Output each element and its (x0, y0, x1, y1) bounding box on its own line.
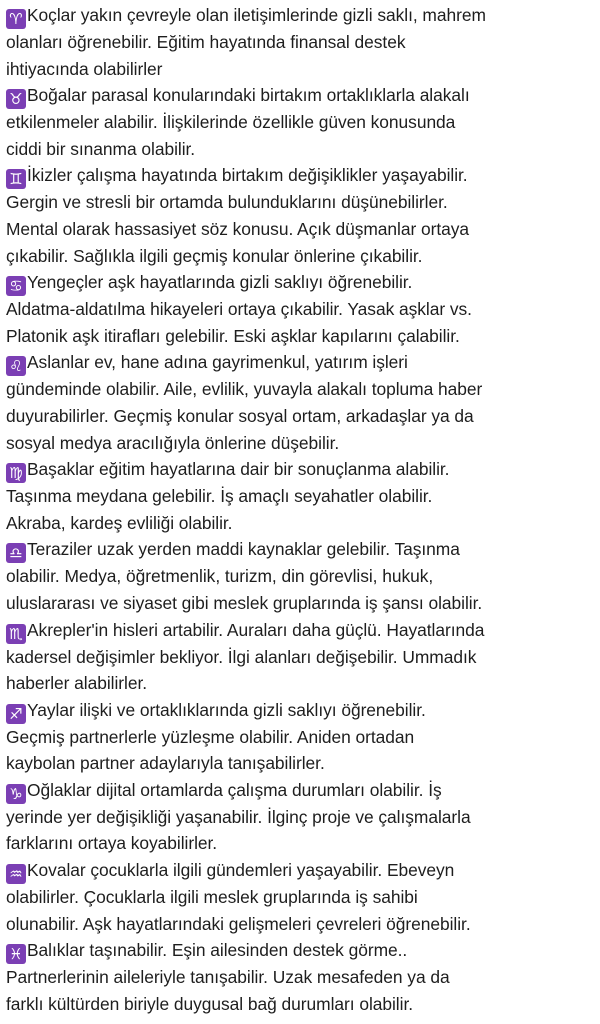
pisces-icon: ♓ (6, 944, 26, 964)
text-line (6, 82, 596, 109)
text-line (6, 162, 596, 189)
line-text: Başaklar eğitim hayatlarına dair bir sonuçlanma alabilir. (27, 459, 450, 480)
line-text: olanları öğrenebilir. Eğitim hayatında finansal destek (6, 32, 406, 52)
horoscope-paragraph (6, 697, 596, 777)
text-line (6, 216, 596, 243)
gemini-icon: ♊ (6, 169, 26, 189)
horoscope-paragraph (6, 456, 596, 536)
line-text: Koçlar yakın çevreyle olan iletişimlerinde gizli saklı, mahrem (27, 5, 486, 25)
aquarius-icon: ♒ (6, 864, 26, 884)
line-text: Geçmiş partnerlerle yüzleşme olabilir. Aniden ortadan (6, 726, 415, 747)
line-text: olunabilir. Aşk hayatlarındaki gelişmeleri çevreleri öğrenebilir. (6, 913, 471, 934)
horoscope-paragraph (6, 269, 596, 349)
text-line (6, 750, 596, 777)
text-line (6, 323, 596, 350)
line-text: Akrepler'in hisleri artabilir. Auraları daha güçlü. Hayatlarında (27, 619, 485, 640)
text-line (6, 483, 596, 510)
line-text: Aldatma-aldatılma hikayeleri ortaya çıkabilir. Yasak aşklar vs. (6, 299, 472, 320)
line-text: Akraba, kardeş evliliği olabilir. (6, 512, 233, 533)
line-text: çıkabilir. Sağlıkla ilgili geçmiş konular önlerine çıkabilir. (6, 245, 423, 266)
text-line (6, 644, 596, 671)
text-line (6, 724, 596, 751)
horoscope-paragraph (6, 536, 596, 616)
text-line (6, 430, 596, 457)
text-line (6, 269, 596, 296)
horoscope-paragraph (6, 857, 596, 937)
text-line (6, 884, 596, 911)
line-text: Teraziler uzak yerden maddi kaynaklar gelebilir. Taşınma (27, 539, 460, 560)
taurus-icon: ♉ (6, 89, 26, 109)
line-text: farklarını ortaya koyabilirler. (6, 833, 218, 854)
horoscope-paragraph (6, 349, 596, 456)
text-line (6, 536, 596, 563)
horoscope-paragraph (6, 2, 596, 82)
text-line (6, 56, 596, 83)
text-line (6, 136, 596, 163)
line-text: Kovalar çocuklarla ilgili gündemleri yaşayabilir. Ebeveyn (27, 860, 455, 881)
sagittarius-icon: ♐ (6, 704, 26, 724)
line-text: ihtiyacında olabilirler (6, 58, 163, 79)
line-text: uluslararası ve siyaset gibi meslek gruplarında iş şansı olabilir. (6, 592, 483, 613)
line-text: Oğlaklar dijital ortamlarda çalışma durumları olabilir. İş (27, 779, 442, 800)
line-text: Platonik aşk itirafları gelebilir. Eski aşklar kapılarını çalabilir. (6, 325, 460, 346)
line-text: kadersel değişimler bekliyor. İlgi alanları değişebilir. Ummadık (6, 646, 477, 667)
line-text: ciddi bir sınanma olabilir. (6, 138, 196, 159)
line-text: yerinde yer değişikliği yaşanabilir. İlginç proje ve çalışmalarla (6, 806, 471, 827)
text-line (6, 349, 596, 376)
line-text: İkizler çalışma hayatında birtakım değişiklikler yaşayabilir. (27, 165, 468, 186)
text-line (6, 804, 596, 831)
line-text: Balıklar taşınabilir. Eşin ailesinden destek görme.. (27, 940, 408, 961)
line-text: Taşınma meydana gelebilir. İş amaçlı seyahatler olabilir. (6, 486, 433, 507)
line-text: Gergin ve stresli bir ortamda bulunduklarını düşünebilirler. (6, 192, 448, 213)
text-line (6, 830, 596, 857)
line-text: Aslanlar ev, hane adına gayrimenkul, yatırım işleri (27, 352, 408, 373)
line-text: farklı kültürden biriyle duygusal bağ durumları olabilir. (6, 993, 414, 1014)
leo-icon: ♌ (6, 356, 26, 376)
text-line (6, 109, 596, 136)
horoscope-paragraph (6, 162, 596, 269)
text-line (6, 697, 596, 724)
text-line (6, 376, 596, 403)
line-text: Boğalar parasal konularındaki birtakım ortaklıklarla alakalı (27, 85, 470, 106)
aries-icon: ♈ (6, 9, 26, 29)
text-line (6, 617, 596, 644)
text-line (6, 296, 596, 323)
text-line (6, 510, 596, 537)
line-text: Yaylar ilişki ve ortaklıklarında gizli saklıyı öğrenebilir. (27, 699, 426, 720)
line-text: olabilir. Medya, öğretmenlik, turizm, din görevlisi, hukuk, (6, 566, 434, 587)
line-text: etkilenmeler alabilir. İlişkilerinde özellikle güven konusunda (6, 112, 456, 133)
horoscope-paragraph (6, 937, 596, 1017)
virgo-icon: ♍ (6, 463, 26, 483)
scorpio-icon: ♏ (6, 624, 26, 644)
line-text: sosyal medya aracılığıyla önlerine düşebilir. (6, 432, 340, 453)
line-text: gündeminde olabilir. Aile, evlilik, yuvayla alakalı topluma haber (6, 379, 483, 400)
text-line (6, 243, 596, 270)
text-line (6, 456, 596, 483)
horoscope-paragraph (6, 617, 596, 697)
text-line (6, 777, 596, 804)
horoscope-paragraph (6, 82, 596, 162)
text-line (6, 964, 596, 991)
horoscope-paragraph (6, 777, 596, 857)
text-line (6, 670, 596, 697)
line-text: kaybolan partner adaylarıyla tanışabilirler. (6, 753, 325, 774)
text-line (6, 563, 596, 590)
text-line (6, 403, 596, 430)
text-line (6, 590, 596, 617)
line-text: Mental olarak hassasiyet söz konusu. Açık düşmanlar ortaya (6, 218, 470, 239)
horoscope-document (6, 2, 596, 1017)
line-text: Partnerlerinin aileleriyle tanışabilir. Uzak mesafeden ya da (6, 967, 450, 988)
capricorn-icon: ♑ (6, 784, 26, 804)
text-line (6, 189, 596, 216)
text-line (6, 991, 596, 1018)
text-line (6, 857, 596, 884)
line-text: olabilirler. Çocuklarla ilgili meslek gruplarında iş sahibi (6, 887, 418, 908)
libra-icon: ♎ (6, 543, 26, 563)
line-text: duyurabilirler. Geçmiş konular sosyal ortam, arkadaşlar ya da (6, 405, 474, 426)
text-line (6, 911, 596, 938)
text-line (6, 937, 596, 964)
text-line (6, 2, 596, 29)
line-text: Yengeçler aşk hayatlarında gizli saklıyı öğrenebilir. (27, 272, 413, 293)
text-line (6, 29, 596, 56)
cancer-icon: ♋ (6, 276, 26, 296)
line-text: haberler alabilirler. (6, 673, 148, 694)
